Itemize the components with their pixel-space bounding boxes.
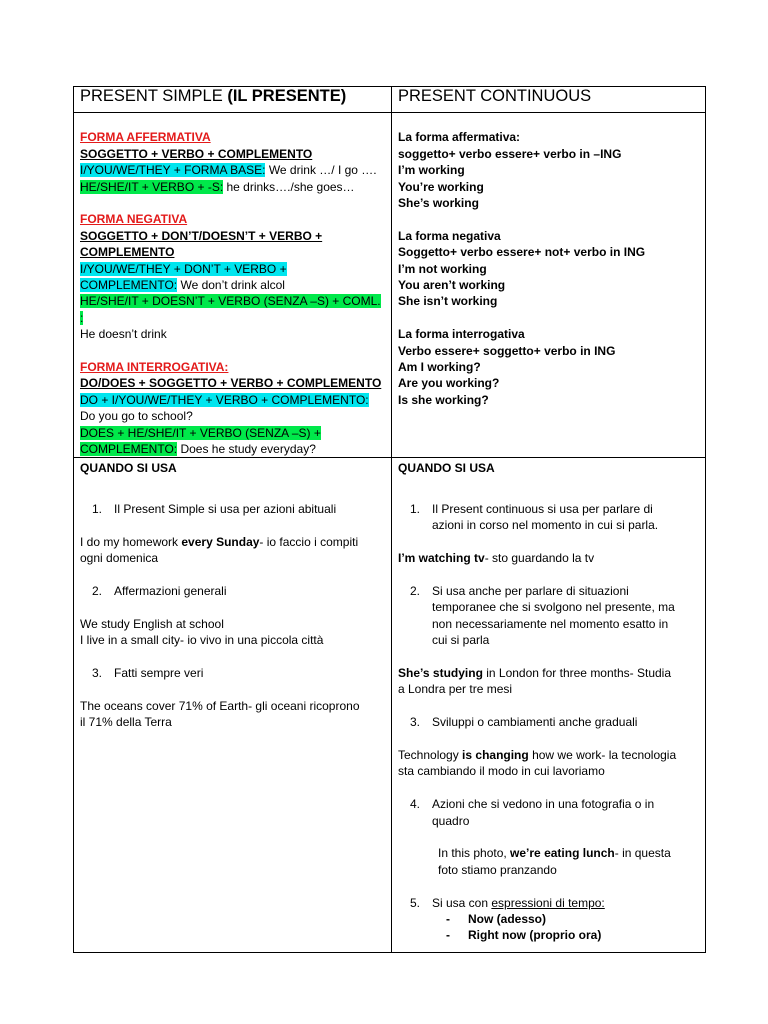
negative-line-2: [80, 277, 385, 293]
item-text: Affermazioni generali: [114, 583, 227, 598]
text: - sto guardando la tv: [484, 551, 595, 566]
highlight: HE/SHE/IT + DOESN’T + VERBO (SENZA –S) + COML. :: [80, 294, 381, 325]
negative-rule-2: COMPLEMENTO: [80, 245, 175, 260]
text: Technology: [398, 747, 463, 762]
item-number: 3.: [91, 665, 102, 680]
time-expression: Right now (proprio ora): [468, 928, 602, 943]
cont-interrogative-example: Is she working?: [398, 392, 489, 407]
item-text: Fatti sempre veri: [114, 665, 204, 680]
cont-affirmative-example: You’re working: [398, 179, 484, 194]
cont-usage-item-4: [398, 796, 699, 829]
item-number: 4.: [409, 797, 420, 812]
text: in London for three months- Studia: [482, 665, 672, 680]
cont-interrogative-title: La forma interrogativa: [398, 327, 525, 342]
cont-usage-example-2: [398, 665, 699, 681]
interrogative-line-4: [80, 441, 385, 457]
cont-usage-example-2b: a Londra per tre mesi: [398, 682, 513, 697]
affirmative-line-1: [80, 162, 385, 178]
item-text: cui si parla: [432, 633, 490, 648]
item-text: Si usa anche per parlare di situazioni: [432, 583, 629, 598]
present-continuous-header: [392, 87, 706, 113]
bold-text: She’s studying: [398, 665, 483, 680]
cont-negative-title: La forma negativa: [398, 228, 501, 243]
usage-example-3a: The oceans cover 71% of Earth- gli oceani ricoprono: [80, 698, 360, 713]
interrogative-line-2: Do you go to school?: [80, 409, 193, 424]
bold-text: we’re eating lunch: [510, 846, 615, 861]
cont-affirmative-title: La forma affermativa:: [398, 130, 521, 145]
continuous-usage-cell: [392, 458, 706, 953]
negative-title: FORMA NEGATIVA: [80, 212, 188, 227]
cont-usage-item-1: [398, 501, 699, 534]
bold-text: every Sunday: [181, 534, 260, 549]
text: We don’t drink alcol: [177, 278, 285, 293]
negative-line-4: He doesn’t drink: [80, 327, 167, 342]
negative-line-3: [80, 293, 385, 326]
cont-usage-example-4b: foto stiamo pranzando: [438, 862, 557, 877]
cont-usage-example-3: [398, 747, 699, 763]
header-continuous-text: PRESENT CONTINUOUS: [398, 87, 592, 105]
dash-bullet: -: [446, 911, 450, 926]
cont-usage-item-3: [398, 714, 699, 730]
usage-example-1-cont: ogni domenica: [80, 551, 159, 566]
item-text: temporanee che si svolgono nel presente, ma: [432, 600, 675, 615]
usage-row: [74, 458, 706, 953]
continuous-usage-title: QUANDO SI USA: [398, 461, 495, 476]
item-text: Il Present continuous si usa per parlare di: [432, 501, 653, 516]
item-text: non necessariamente nel momento esatto in: [432, 616, 669, 631]
item-text: Si usa con: [432, 895, 492, 910]
cont-interrogative-example: Are you working?: [398, 376, 500, 391]
text: In this photo,: [438, 846, 511, 861]
text: We drink …/ I go ….: [265, 163, 377, 178]
item-text: azioni in corso nel momento in cui si parla.: [432, 518, 659, 533]
time-expression: Now (adesso): [468, 911, 547, 926]
cont-negative-example: You aren’t working: [398, 278, 506, 293]
item-text: Azioni che si vedono in una fotografia o in: [432, 797, 655, 812]
usage-example-3b: il 71% della Terra: [80, 715, 172, 730]
usage-item-2: [80, 583, 385, 599]
item-number: 1.: [409, 501, 420, 516]
grammar-table: [73, 86, 706, 953]
header-simple-text: PRESENT SIMPLE: [80, 87, 223, 105]
simple-forms-cell: [74, 113, 392, 458]
highlight: DOES + HE/SHE/IT + VERBO (SENZA –S) +: [80, 425, 321, 440]
cont-usage-item-2: [398, 583, 699, 649]
highlight: DO + I/YOU/WE/THEY + VERBO + COMPLEMENTO:: [80, 392, 369, 407]
cont-interrogative-rule: Verbo essere+ soggetto+ verbo in ING: [398, 343, 616, 358]
cont-affirmative-example: She’s working: [398, 196, 479, 211]
usage-example-2b: I live in a small city- io vivo in una piccola città: [80, 633, 324, 648]
item-text: Sviluppi o cambiamenti anche graduali: [432, 715, 638, 730]
forms-row: [74, 113, 706, 458]
item-number: 2.: [91, 583, 102, 598]
item-text: Il Present Simple si usa per azioni abituali: [114, 501, 337, 516]
highlight: I/YOU/WE/THEY + FORMA BASE:: [80, 163, 266, 178]
interrogative-line-3: [80, 425, 385, 441]
affirmative-title: FORMA AFFERMATIVA: [80, 130, 211, 145]
time-expression-item: [398, 927, 699, 943]
affirmative-rule: SOGGETTO + VERBO + COMPLEMENTO: [80, 146, 313, 161]
cont-usage-example-4: [398, 845, 699, 861]
highlight: I/YOU/WE/THEY + DON’T + VERBO +: [80, 261, 287, 276]
item-number: 1.: [91, 501, 102, 516]
cont-negative-example: I’m not working: [398, 261, 487, 276]
cont-usage-item-5: [398, 895, 699, 911]
item-number: 3.: [409, 715, 420, 730]
cont-negative-example: She isn’t working: [398, 294, 498, 309]
time-expression-item: [398, 911, 699, 927]
header-simple-bold: (IL PRESENTE): [227, 87, 347, 105]
bold-text: is changing: [462, 747, 529, 762]
usage-example-1: [80, 534, 385, 550]
item-number: 5.: [409, 895, 420, 910]
underlined-text: espressioni di tempo:: [491, 895, 605, 910]
highlight: COMPLEMENTO:: [80, 278, 178, 293]
interrogative-title: FORMA INTERROGATIVA:: [80, 360, 229, 375]
cont-negative-rule: Soggetto+ verbo essere+ not+ verbo in ING: [398, 245, 646, 260]
affirmative-line-2: [80, 179, 385, 195]
simple-usage-cell: [74, 458, 392, 953]
usage-item-1: [80, 501, 385, 517]
usage-item-3: [80, 665, 385, 681]
text: how we work- la tecnologia: [528, 747, 677, 762]
text: I do my homework: [80, 534, 182, 549]
highlight: COMPLEMENTO:: [80, 442, 178, 457]
cont-interrogative-example: Am I working?: [398, 360, 481, 375]
cont-affirmative-rule: soggetto+ verbo essere+ verbo in –ING: [398, 146, 622, 161]
text: he drinks…./she goes…: [223, 179, 355, 194]
text: - in questa: [614, 846, 671, 861]
header-row: [74, 87, 706, 113]
cont-affirmative-example: I’m working: [398, 163, 465, 178]
dash-bullet: -: [446, 928, 450, 943]
item-number: 2.: [409, 583, 420, 598]
text: - io faccio i compiti: [259, 534, 359, 549]
interrogative-rule: DO/DOES + SOGGETTO + VERBO + COMPLEMENTO: [80, 376, 382, 391]
cont-usage-example-1: [398, 550, 699, 566]
bold-text: I’m watching tv: [398, 551, 485, 566]
usage-example-2a: We study English at school: [80, 616, 224, 631]
present-simple-header: [74, 87, 392, 113]
simple-usage-title: QUANDO SI USA: [80, 461, 177, 476]
highlight: HE/SHE/IT + VERBO + -S:: [80, 179, 224, 194]
item-text: quadro: [432, 813, 470, 828]
cont-usage-example-3b: sta cambiando il modo in cui lavoriamo: [398, 764, 605, 779]
negative-line-1: [80, 261, 385, 277]
text: Does he study everyday?: [177, 442, 316, 457]
continuous-forms-cell: [392, 113, 706, 458]
negative-rule-1: SOGGETTO + DON’T/DOESN’T + VERBO +: [80, 228, 323, 243]
interrogative-line-1: [80, 392, 385, 408]
